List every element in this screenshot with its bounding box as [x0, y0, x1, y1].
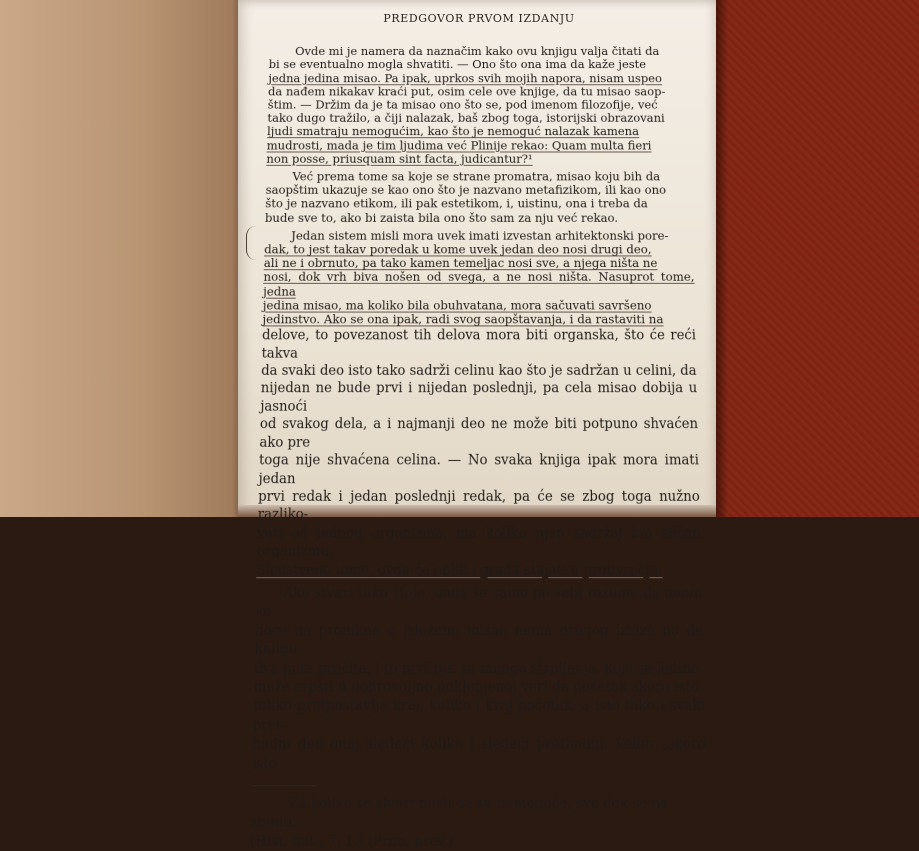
text-line: toliko pretpostavlja kraj, koliko i kraj početak, a isto tako i svaki pret-	[252, 696, 706, 734]
text-line: ljudi smatraju nemogućim, kao što je nemoguć nalazak kamena	[266, 124, 640, 139]
left-page-edge	[0, 0, 238, 517]
page-text	[250, 12, 709, 851]
text-line: nosi, dok vrh biva nošen od svega, a ne nosi ništa. Nasuprot tome, jedna	[263, 269, 695, 299]
page-heading: PREDGOVOR PRVOM IZDANJU	[383, 12, 575, 25]
paragraph-3	[256, 229, 702, 579]
text-line: Već prema tome sa koje se strane promatra, misao koju bih da	[292, 169, 661, 184]
text-line: štim. — Držim da je ta misao ono što se, pod imenom filozofije, već	[267, 97, 658, 112]
text-line: bi se eventualno mogla shvatiti. — Ono što ona ima da kaže jeste	[268, 57, 647, 72]
text-line: što je nazvano etikom, ili pak estetikom, i, uistinu, ona i treba da	[265, 196, 648, 211]
text-line: jedina misao, ma koliko bila obuhvatana, mora sačuvati savršeno	[262, 297, 652, 313]
text-line: nijedan ne bude prvi i nijedan poslednji, pa cela misao dobija u jasnoći	[260, 379, 698, 414]
text-line: ali ne i obrnuto, pa tako kamen temeljac nosi sve, a njega ništa ne	[263, 255, 658, 271]
text-line: saopštim ukazuje se kao ono što je nazvano metafizikom, ili kao ono	[265, 182, 667, 198]
page-right-shadow	[716, 0, 728, 517]
text-line: delove, to povezanost tih delova mora biti organska, što će reći takva	[261, 326, 697, 361]
text-line: toga nije shvaćena celina. — No svaka knjiga ipak mora imati jedan	[258, 451, 700, 486]
text-line: jedna jedina misao. Pa ipak, uprkos svih mojih napora, nisam uspeo	[268, 70, 663, 85]
text-line: dak, to jest takav poredak u kome uvek jedan deo nosi drugi deo,	[264, 241, 652, 257]
text-line: bude sve to, ako bi zaista bila ono što sam za nju već rekao.	[264, 210, 619, 225]
text-line: mudrosti, mada je tim ljudima već Plinije rekao: Quam multa fieri	[266, 137, 652, 153]
text-line: vati od jednog organizma, ma koliko njen sadržaj bio sličan organizmu.	[256, 523, 701, 560]
footnote	[250, 793, 709, 850]
paragraph-2	[265, 170, 693, 225]
text-line: da svaki deo isto tako sadrži celinu kao što je sadržan u celini, da	[261, 361, 697, 379]
text-line: prvi redak i jedan poslednji redak, pa će se zbog toga nužno razliko-	[257, 487, 701, 523]
footnote-divider	[251, 785, 316, 786]
text-line: non posse, priusquam sint facta, judicantur?¹	[266, 151, 533, 166]
red-fabric-background	[716, 0, 919, 517]
text-line: Ovde mi je namera da naznačim kako ovu knjigu valja čitati da	[295, 44, 660, 59]
paragraph-4	[251, 584, 706, 774]
text-line: tako dugo tražilo, a čiji nalazak, baš zbog toga, istorijski obrazovani	[267, 110, 665, 126]
text-line: hoće da pronikne u izloženu misao nema drugog izlaza no da knjigu	[254, 621, 704, 658]
text-line: dva puta pročita, i to prvi put sa mnogo strpljenja, koje se jedino	[253, 658, 700, 676]
paragraph-1	[266, 45, 692, 166]
footnote-line: (Hist. nat., 7, 1.) (Prim. prev.)	[249, 831, 454, 850]
text-line: može crpsti u dobrovoljno poklonjenoj veri da početak skoro isto	[253, 677, 700, 695]
text-line: Sledstveno tome, ovde će oblik i građa stajati u protivrečju.	[256, 560, 663, 578]
text-line: Ako stvari tako stoje, onda se samo po sebi razume da onom ko	[255, 583, 703, 620]
text-line: Jedan sistem misli mora uvek imati izvestan arhitektonski pore-	[291, 227, 669, 243]
footnote-line: ¹ Za koliko se stvari misli da su nemoguće, sve dok se ne zbudu.	[250, 793, 669, 831]
pencil-margin-mark	[246, 226, 261, 260]
text-line: jedinstvo. Ako se ona ipak, radi svog saopštavanja, i da rastaviti na	[262, 311, 664, 327]
text-line: hodni deo onaj sledeći koliko i sledeći prethodni. Velim „skoro isto	[251, 734, 707, 772]
text-line: od svakog dela, a i najmanji deo ne može biti potpuno shvaćen ako pre	[259, 415, 699, 450]
text-line: da nađem nikakav kraći put, osim cele ove knjige, da tu misao saop-	[267, 84, 666, 99]
